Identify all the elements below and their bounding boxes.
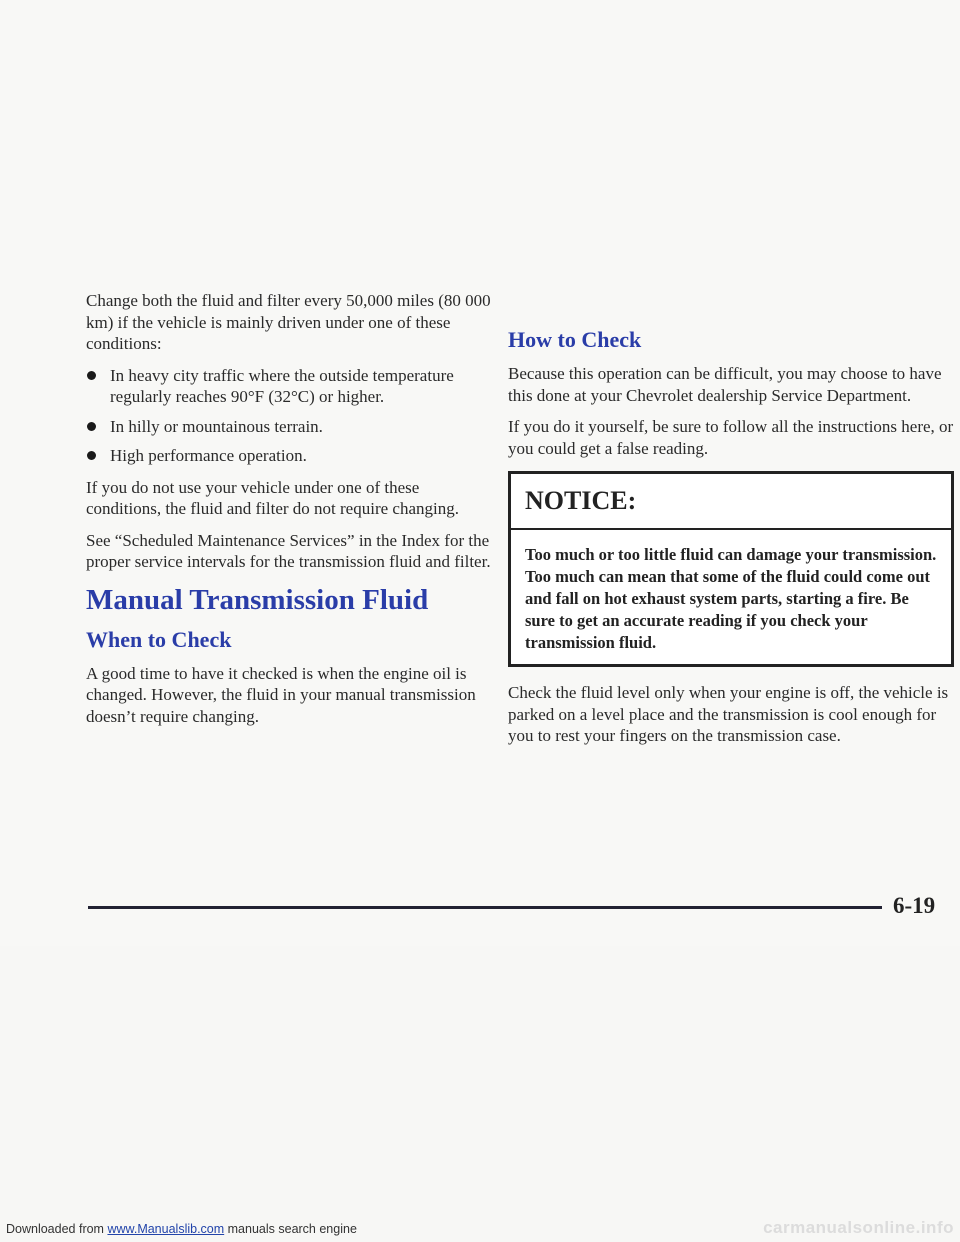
conditions-list bbox=[86, 365, 498, 467]
bullet-icon bbox=[87, 371, 96, 380]
notice-title: NOTICE: bbox=[511, 474, 951, 530]
footer-rule bbox=[88, 906, 882, 909]
download-credit: Downloaded from www.Manualslib.com manuals search engine bbox=[6, 1222, 357, 1236]
list-item: In heavy city traffic where the outside temperature regularly reaches 90°F (32°C) or higher. bbox=[86, 365, 498, 408]
notice-body: Too much or too little fluid can damage your transmission. Too much can mean that some of the fluid could come out and fall on hot exhaust system parts, starting a fire. Be sure to get an accurate reading if you check your transmission fluid. bbox=[525, 545, 937, 652]
intro-paragraph: Change both the fluid and filter every 50,000 miles (80 000 km) if the vehicle is mainly driven under one of these conditions: bbox=[86, 291, 491, 353]
when-to-check-paragraph: A good time to have it checked is when the engine oil is changed. However, the fluid in your manual transmission doesn’t require changing. bbox=[86, 663, 476, 726]
left-column bbox=[86, 290, 498, 737]
scheduled-maintenance-paragraph: See “Scheduled Maintenance Services” in the Index for the proper service intervals for the transmission fluid and filter. bbox=[86, 530, 491, 571]
watermark: carmanualsonline.info bbox=[763, 1218, 954, 1237]
page-number: 6-19 bbox=[893, 893, 936, 918]
bullet-icon bbox=[87, 451, 96, 460]
right-column bbox=[508, 327, 954, 757]
how-to-check-paragraph: Because this operation can be difficult, you may choose to have this done at your Chevrolet dealership Service Department. bbox=[508, 364, 942, 405]
list-item: In hilly or mountainous terrain. bbox=[86, 416, 498, 438]
manualslib-link[interactable]: www.Manualslib.com bbox=[107, 1222, 225, 1236]
notice-box bbox=[508, 471, 954, 667]
how-to-check-heading: How to Check bbox=[508, 327, 642, 352]
instructions-paragraph: If you do it yourself, be sure to follow all the instructions here, or you could get a false reading. bbox=[508, 417, 954, 458]
check-fluid-paragraph: Check the fluid level only when your engine is off, the vehicle is parked on a level place and the transmission is cool enough for you to rest your fingers on the transmission case. bbox=[508, 683, 949, 745]
section-title: Manual Transmission Fluid bbox=[86, 583, 429, 616]
conditions-note-paragraph: If you do not use your vehicle under one of these conditions, the fluid and filter do not require changing. bbox=[86, 477, 459, 518]
list-item: High performance operation. bbox=[86, 445, 498, 467]
bullet-icon bbox=[87, 422, 96, 431]
when-to-check-heading: When to Check bbox=[86, 626, 232, 652]
